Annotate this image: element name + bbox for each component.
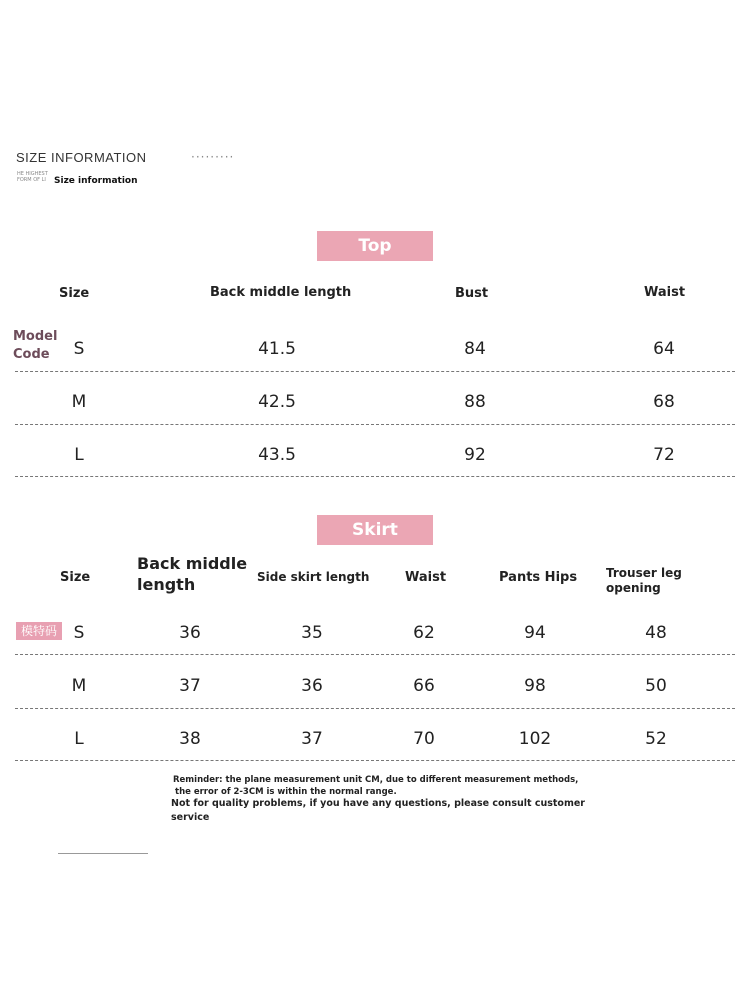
table-cell: S	[73, 623, 85, 643]
table-cell: M	[71, 392, 87, 412]
header-line: opening	[606, 581, 661, 595]
header-line: Back middle	[137, 554, 248, 573]
top-section-label: Top	[317, 231, 433, 261]
table-cell: 66	[413, 676, 435, 696]
table-cell: 36	[301, 676, 323, 696]
skirt-header-pants-hips: Pants Hips	[499, 570, 578, 585]
note-line: service	[171, 812, 210, 823]
model-code-line: Code	[13, 347, 50, 362]
table-cell: 70	[413, 729, 435, 749]
skirt-header-side-skirt-length: Side skirt length	[257, 570, 370, 584]
table-cell: 50	[645, 676, 667, 696]
table-cell: 48	[645, 623, 667, 643]
table-cell: 102	[518, 729, 552, 749]
table-cell: 35	[301, 623, 323, 643]
decorative-underline	[58, 853, 148, 854]
row-divider	[15, 476, 735, 477]
model-code-badge: 模特码	[16, 622, 62, 640]
row-divider	[15, 654, 735, 655]
table-cell: 68	[653, 392, 675, 412]
row-divider	[15, 708, 735, 709]
size-information-title: SIZE INFORMATION	[16, 150, 147, 165]
note-line: Not for quality problems, if you have any questions, please consult customer	[171, 798, 585, 809]
table-cell: 36	[179, 623, 201, 643]
skirt-header-back-middle-length	[137, 553, 247, 595]
header-line: Trouser leg	[606, 566, 682, 580]
header-line: length	[137, 575, 196, 594]
table-cell: 42.5	[258, 392, 296, 412]
dotted-decoration: ·········	[191, 150, 235, 164]
skirt-section-label: Skirt	[317, 515, 433, 545]
table-cell: 72	[653, 445, 675, 465]
row-divider	[15, 424, 735, 425]
table-cell: 94	[524, 623, 546, 643]
row-divider	[15, 371, 735, 372]
model-code-line: Model	[13, 329, 58, 344]
table-cell: 62	[413, 623, 435, 643]
reminder-note	[173, 774, 578, 798]
tagline-line: FORM OF LI	[17, 177, 46, 183]
note-line: Reminder: the plane measurement unit CM, due to different measurement methods,	[173, 775, 579, 785]
skirt-header-waist: Waist	[405, 570, 447, 585]
table-cell: 92	[464, 445, 486, 465]
table-cell: 37	[301, 729, 323, 749]
tagline-line: HE HIGHEST	[17, 171, 48, 177]
top-header-size: Size	[59, 286, 90, 301]
table-cell: 84	[464, 339, 486, 359]
skirt-header-trouser-leg-opening	[606, 566, 682, 596]
skirt-header-size: Size	[60, 570, 91, 585]
table-cell: 64	[653, 339, 675, 359]
quality-note	[171, 797, 585, 825]
top-header-back-middle-length: Back middle length	[210, 285, 352, 300]
table-cell: 98	[524, 676, 546, 696]
table-cell: 37	[179, 676, 201, 696]
note-line: the error of 2-3CM is within the normal range.	[175, 787, 397, 797]
table-cell: 88	[464, 392, 486, 412]
table-cell: 52	[645, 729, 667, 749]
table-cell: 41.5	[258, 339, 296, 359]
table-cell: 38	[179, 729, 201, 749]
top-header-waist: Waist	[644, 285, 686, 300]
top-header-bust: Bust	[455, 286, 489, 301]
table-cell: L	[74, 445, 84, 465]
row-divider	[15, 760, 735, 761]
table-cell: M	[71, 676, 87, 696]
size-information-subtitle: Size information	[54, 176, 138, 186]
table-cell: 43.5	[258, 445, 296, 465]
table-cell: L	[74, 729, 84, 749]
tagline	[17, 171, 48, 183]
table-cell: S	[73, 339, 85, 359]
